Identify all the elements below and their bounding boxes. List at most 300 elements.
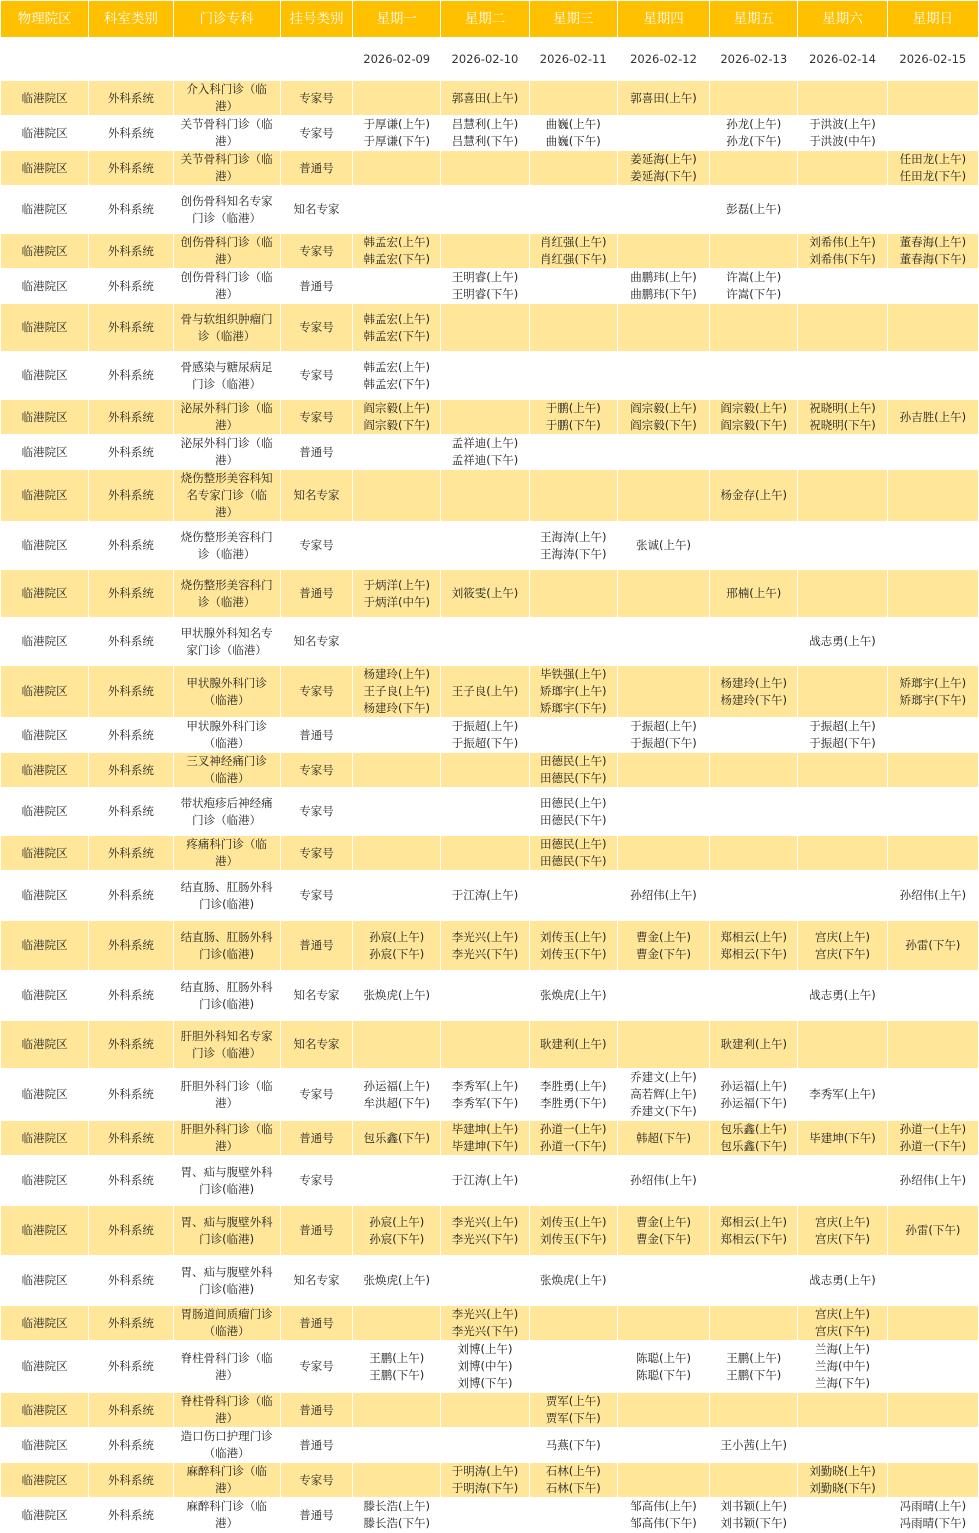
table-row: [1, 1156, 979, 1206]
reg-type-cell: 专家号: [280, 234, 352, 269]
schedule-cell: [617, 1156, 709, 1206]
doctor-slot[interactable]: 贾军(下午): [545, 1411, 601, 1425]
doctor-slot[interactable]: 孙道一(下午): [899, 1139, 967, 1153]
doctor-slot[interactable]: 滕长浩(下午): [363, 1516, 430, 1530]
clinic-cell: [173, 1121, 280, 1156]
doctor-slot[interactable]: 刘博(上午): [457, 1342, 513, 1356]
doctor-slot[interactable]: 孙雷(下午): [905, 1223, 961, 1237]
schedule-cell: [798, 304, 887, 352]
doctor-slot[interactable]: 刘书颖(下午): [720, 1516, 788, 1530]
schedule-cell: [887, 186, 978, 234]
reg-type-cell: 专家号: [280, 400, 352, 435]
doctor-slot[interactable]: 战志勇(上午): [809, 988, 876, 1002]
doctor-slot[interactable]: 李胜勇(下午): [539, 1095, 607, 1110]
doctor-slot[interactable]: 阎宗毅(上午): [630, 401, 697, 415]
doctor-slot[interactable]: 郭喜田(上午): [451, 90, 519, 105]
date-cell: 2026-02-12: [617, 38, 709, 81]
doctor-slot[interactable]: 刘书颖(上午): [720, 1499, 788, 1513]
doctor-slot[interactable]: 刘传玉(下午): [539, 1231, 607, 1246]
doctor-slot[interactable]: 于振超(上午): [630, 719, 697, 733]
schedule-cell: [529, 1069, 617, 1121]
schedule-cell: [441, 186, 529, 234]
doctor-slot[interactable]: 刘博(下午): [457, 1376, 513, 1390]
header-row: [1, 1, 979, 38]
schedule-cell: [353, 1393, 441, 1428]
doctor-slot[interactable]: 冯雨晴(上午): [899, 1499, 967, 1513]
doctor-slot[interactable]: 阎宗毅(下午): [630, 418, 697, 432]
schedule-cell: [617, 186, 709, 234]
doctor-slot[interactable]: 王海涛(下午): [539, 546, 607, 561]
date-cell: 2026-02-11: [529, 38, 617, 81]
schedule-cell: [441, 1306, 529, 1341]
doctor-slot[interactable]: 阎宗毅(上午): [720, 401, 788, 415]
category-cell: 外科系统: [89, 151, 173, 186]
schedule-cell: [798, 1256, 887, 1306]
doctor-slot[interactable]: 李胜勇(上午): [539, 1078, 607, 1093]
doctor-slot[interactable]: 董春海(上午): [899, 235, 967, 249]
doctor-slot[interactable]: 刘筱雯(上午): [451, 586, 519, 600]
doctor-slot[interactable]: 张焕虎(上午): [363, 1273, 430, 1287]
doctor-slot[interactable]: 张焕虎(上午): [539, 1273, 607, 1287]
doctor-slot[interactable]: 于鹏(上午): [545, 401, 601, 415]
schedule-cell: [710, 1156, 798, 1206]
doctor-slot[interactable]: 阎宗毅(下午): [720, 418, 788, 432]
schedule-cell: [441, 435, 529, 470]
doctor-slot[interactable]: 吕慧利(上午): [451, 117, 519, 131]
doctor-slot[interactable]: 邹高伟(下午): [630, 1516, 697, 1530]
schedule-cell: [887, 400, 978, 435]
doctor-slot[interactable]: 李秀军(上午): [451, 1078, 519, 1093]
schedule-cell: [617, 234, 709, 269]
doctor-slot[interactable]: 战志勇(上午): [809, 634, 876, 648]
doctor-slot[interactable]: 宫庆(下午): [815, 946, 871, 961]
doctor-slot[interactable]: 于明涛(下午): [451, 1481, 519, 1495]
doctor-slot[interactable]: 刘传玉(下午): [539, 946, 607, 961]
doctor-slot[interactable]: 孙道一(上午): [539, 1122, 607, 1136]
doctor-slot[interactable]: 滕长浩(上午): [363, 1499, 430, 1513]
campus-cell: 临港院区: [1, 400, 89, 435]
doctor-slot[interactable]: 战志勇(上午): [809, 1273, 876, 1287]
doctor-slot[interactable]: 于振超(下午): [630, 736, 697, 750]
schedule-cell: [617, 1256, 709, 1306]
doctor-slot[interactable]: 祝晓明(下午): [809, 418, 876, 432]
doctor-slot[interactable]: 吕慧利(下午): [451, 134, 519, 148]
table-row: [1, 81, 979, 116]
schedule-cell: [798, 116, 887, 151]
doctor-slot[interactable]: 孙绍伟(上午): [630, 1173, 697, 1187]
doctor-slot[interactable]: 肖红强(上午): [539, 235, 607, 249]
doctor-slot[interactable]: 王鹏(下午): [369, 1367, 425, 1382]
doctor-slot[interactable]: 刘传玉(上午): [539, 929, 607, 944]
doctor-slot[interactable]: 郭喜田(上午): [630, 90, 697, 105]
doctor-slot[interactable]: 田德民(上午): [539, 754, 607, 768]
doctor-slot[interactable]: 孙运福(上午): [363, 1078, 430, 1093]
doctor-slot[interactable]: 于洪波(上午): [809, 117, 876, 131]
doctor-slot[interactable]: 姜延海(上午): [630, 152, 697, 166]
column-header-sat: 星期六: [798, 1, 887, 38]
doctor-slot[interactable]: 孙宸(上午): [369, 1214, 425, 1229]
schedule-cell: [798, 788, 887, 836]
date-cell: 2026-02-09: [353, 38, 441, 81]
category-cell: 外科系统: [89, 718, 173, 753]
table-row: [1, 435, 979, 470]
clinic-cell: [173, 570, 280, 618]
doctor-slot[interactable]: 兰海(中午): [815, 1359, 871, 1373]
schedule-cell: [710, 836, 798, 871]
schedule-cell: [617, 753, 709, 788]
clinic-cell-text: 肝胆外科门诊（临港）: [180, 1122, 273, 1153]
doctor-slot[interactable]: 韩孟宏(上午): [363, 235, 430, 249]
doctor-slot[interactable]: 刘传玉(上午): [539, 1214, 607, 1229]
doctor-slot[interactable]: 王鹏(上午): [726, 1350, 782, 1365]
doctor-slot[interactable]: 孙绍伟(上午): [630, 888, 697, 902]
schedule-cell: [887, 618, 978, 666]
schedule-cell: [617, 1393, 709, 1428]
clinic-cell: [173, 81, 280, 116]
schedule-cell: [441, 666, 529, 718]
clinic-cell-text: 骨感染与糖尿病足门诊（临港）: [180, 359, 273, 391]
doctor-slot[interactable]: 刘博(中午): [457, 1359, 513, 1373]
schedule-cell: [798, 570, 887, 618]
doctor-slot[interactable]: 曹金(下午): [636, 1231, 691, 1246]
doctor-slot[interactable]: 于厚谦(上午): [363, 117, 430, 131]
doctor-slot[interactable]: 韩超(下午): [636, 1130, 691, 1145]
category-cell: 外科系统: [89, 1428, 173, 1463]
doctor-slot[interactable]: 韩孟宏(下午): [363, 376, 430, 391]
doctor-slot[interactable]: 矫瑯宇(下午): [539, 701, 607, 715]
doctor-slot[interactable]: 邹高伟(上午): [630, 1499, 697, 1513]
doctor-slot[interactable]: 韩孟宏(下午): [363, 328, 430, 343]
doctor-slot[interactable]: 孙道一(下午): [539, 1139, 607, 1153]
schedule-cell: [710, 186, 798, 234]
doctor-slot[interactable]: 祝晓明(上午): [809, 401, 876, 415]
doctor-slot[interactable]: 孙运福(下午): [720, 1095, 788, 1110]
doctor-slot[interactable]: 宫庆(上午): [815, 1214, 871, 1229]
schedule-cell: [617, 1121, 709, 1156]
clinic-cell-text: 烧伤整形美容科门诊（临港）: [180, 577, 273, 609]
doctor-slot[interactable]: 郑相云(下午): [720, 946, 788, 961]
category-cell: 外科系统: [89, 186, 173, 234]
campus-cell: 临港院区: [1, 1206, 89, 1256]
campus-cell: 临港院区: [1, 1156, 89, 1206]
clinic-cell: [173, 522, 280, 570]
doctor-slot[interactable]: 于振超(下午): [809, 736, 876, 750]
doctor-slot[interactable]: 王明睿(上午): [451, 270, 519, 284]
doctor-slot[interactable]: 于洪波(中午): [809, 134, 876, 148]
schedule-cell: [887, 151, 978, 186]
doctor-slot[interactable]: 陈聪(上午): [636, 1350, 691, 1365]
doctor-slot[interactable]: 孙雷(下午): [905, 938, 961, 952]
doctor-slot[interactable]: 董春海(下午): [899, 252, 967, 266]
schedule-cell: [529, 1341, 617, 1393]
schedule-cell: [617, 1306, 709, 1341]
schedule-cell: [529, 522, 617, 570]
doctor-slot[interactable]: 耿建利(上午): [720, 1037, 788, 1051]
schedule-cell: [887, 718, 978, 753]
doctor-slot[interactable]: 包乐鑫(下午): [363, 1130, 430, 1145]
clinic-cell: [173, 400, 280, 435]
doctor-slot[interactable]: 邢楠(上午): [726, 586, 782, 600]
doctor-slot[interactable]: 马燕(下午): [545, 1437, 601, 1452]
doctor-slot[interactable]: 杨建玲(上午): [363, 667, 430, 681]
doctor-slot[interactable]: 王鹏(下午): [726, 1367, 782, 1382]
schedule-cell: [887, 1069, 978, 1121]
doctor-slot[interactable]: 毕建坤(上午): [451, 1122, 519, 1136]
doctor-slot[interactable]: 矫瑯宇(上午): [899, 675, 967, 690]
schedule-cell: [617, 921, 709, 971]
doctor-slot[interactable]: 刘勤晓(上午): [809, 1464, 876, 1478]
schedule-cell: [887, 570, 978, 618]
doctor-slot[interactable]: 毕铁强(上午): [539, 667, 607, 681]
doctor-slot[interactable]: 刘希伟(下午): [809, 252, 876, 266]
schedule-cell: [798, 151, 887, 186]
doctor-slot[interactable]: 杨建玲(下午): [720, 692, 788, 707]
schedule-cell: [441, 1393, 529, 1428]
category-cell: 外科系统: [89, 1021, 173, 1069]
category-cell: 外科系统: [89, 666, 173, 718]
schedule-cell: [441, 871, 529, 921]
doctor-slot[interactable]: 孙龙(下午): [726, 134, 782, 148]
schedule-cell: [798, 470, 887, 522]
doctor-slot[interactable]: 曲鹏玮(下午): [630, 287, 697, 301]
clinic-cell: [173, 1306, 280, 1341]
doctor-slot[interactable]: 李光兴(下午): [451, 946, 519, 961]
schedule-cell: [529, 470, 617, 522]
schedule-cell: [441, 1256, 529, 1306]
reg-type-cell: 知名专家: [280, 1256, 352, 1306]
reg-type-cell: 普通号: [280, 921, 352, 971]
doctor-slot[interactable]: 李光兴(上午): [451, 929, 519, 944]
doctor-slot[interactable]: 孟祥迪(下午): [451, 453, 519, 467]
doctor-slot[interactable]: 韩孟宏(上午): [363, 311, 430, 326]
schedule-cell: [529, 400, 617, 435]
doctor-slot[interactable]: 于鹏(下午): [545, 418, 601, 432]
doctor-slot[interactable]: 王小茜(上午): [720, 1437, 788, 1452]
schedule-cell: [529, 269, 617, 304]
doctor-slot[interactable]: 郑相云(上午): [720, 929, 788, 944]
doctor-slot[interactable]: 田德民(下午): [539, 812, 607, 827]
doctor-slot[interactable]: 于江涛(上午): [451, 1173, 519, 1187]
doctor-slot[interactable]: 陈聪(下午): [636, 1367, 691, 1382]
doctor-slot[interactable]: 于炳洋(中午): [363, 594, 430, 609]
doctor-slot[interactable]: 田德民(下午): [539, 771, 607, 785]
doctor-slot[interactable]: 张诚(上午): [636, 538, 691, 552]
doctor-slot[interactable]: 兰海(上午): [815, 1342, 871, 1356]
doctor-slot[interactable]: 李秀军(上午): [809, 1087, 876, 1101]
clinic-cell-text: 结直肠、肛肠外科门诊(临港): [180, 929, 273, 961]
schedule-cell: [710, 1206, 798, 1256]
schedule-cell: [710, 1498, 798, 1533]
schedule-cell: [353, 1069, 441, 1121]
doctor-slot[interactable]: 李光兴(下午): [451, 1231, 519, 1246]
doctor-slot[interactable]: 乔建文(上午): [630, 1070, 697, 1084]
doctor-slot[interactable]: 贾军(上午): [545, 1394, 601, 1408]
doctor-slot[interactable]: 阎宗毅(下午): [363, 418, 430, 432]
table-row: [1, 186, 979, 234]
doctor-slot[interactable]: 彭磊(上午): [726, 202, 782, 216]
clinic-cell-text: 泌尿外科门诊（临港）: [180, 436, 273, 467]
doctor-slot[interactable]: 郑相云(上午): [720, 1214, 788, 1229]
table-row: [1, 400, 979, 435]
doctor-slot[interactable]: 孟祥迪(上午): [451, 436, 519, 450]
doctor-slot[interactable]: 孙道一(上午): [899, 1122, 967, 1136]
schedule-cell: [353, 1156, 441, 1206]
doctor-slot[interactable]: 宫庆(上午): [815, 929, 871, 944]
schedule-cell: [617, 1069, 709, 1121]
doctor-slot[interactable]: 孙运福(上午): [720, 1078, 788, 1093]
campus-cell: 临港院区: [1, 151, 89, 186]
campus-cell: 临港院区: [1, 1021, 89, 1069]
campus-cell: 临港院区: [1, 921, 89, 971]
doctor-slot[interactable]: 田德民(上午): [539, 837, 607, 851]
schedule-cell: [798, 1156, 887, 1206]
schedule-cell: [887, 1463, 978, 1498]
campus-cell: 临港院区: [1, 666, 89, 718]
schedule-cell: [710, 1463, 798, 1498]
reg-type-cell: 普通号: [280, 1393, 352, 1428]
clinic-cell: [173, 921, 280, 971]
doctor-slot[interactable]: 王子良(上午): [451, 684, 519, 698]
doctor-slot[interactable]: 石林(下午): [545, 1481, 601, 1495]
doctor-slot[interactable]: 阎宗毅(上午): [363, 401, 430, 415]
doctor-slot[interactable]: 张焕虎(上午): [539, 988, 607, 1002]
doctor-slot[interactable]: 郑相云(下午): [720, 1231, 788, 1246]
doctor-slot[interactable]: 曹金(上午): [636, 929, 691, 944]
table-row: [1, 718, 979, 753]
doctor-slot[interactable]: 王鹏(上午): [369, 1350, 425, 1365]
doctor-slot[interactable]: 曲鹏玮(上午): [630, 270, 697, 284]
doctor-slot[interactable]: 于明涛(上午): [451, 1464, 519, 1478]
doctor-slot[interactable]: 宫庆(上午): [815, 1307, 871, 1321]
doctor-slot[interactable]: 矫瑯宇(下午): [899, 692, 967, 707]
date-cell: [1, 38, 89, 81]
doctor-slot[interactable]: 肖红强(下午): [539, 252, 607, 266]
doctor-slot[interactable]: 毕建坤(下午): [451, 1139, 519, 1153]
doctor-slot[interactable]: 曲巍(上午): [545, 117, 601, 131]
table-row: [1, 1256, 979, 1306]
campus-cell: 临港院区: [1, 1069, 89, 1121]
clinic-cell-text: 烧伤整形美容科门诊（临港）: [180, 529, 273, 561]
doctor-slot[interactable]: 姜延海(下午): [630, 169, 697, 183]
schedule-cell: [617, 1206, 709, 1256]
clinic-cell: [173, 1021, 280, 1069]
doctor-slot[interactable]: 耿建利(上午): [539, 1037, 607, 1051]
doctor-slot[interactable]: 王海涛(上午): [539, 529, 607, 544]
doctor-slot[interactable]: 许嵩(下午): [726, 287, 782, 301]
doctor-slot[interactable]: 韩孟宏(上午): [363, 359, 430, 374]
schedule-cell: [887, 1206, 978, 1256]
column-header-mon: 星期一: [353, 1, 441, 38]
doctor-slot[interactable]: 李光兴(上午): [451, 1214, 519, 1229]
doctor-slot[interactable]: 孙吉胜(上午): [899, 409, 967, 424]
date-cell: 2026-02-14: [798, 38, 887, 81]
doctor-slot[interactable]: 孙宸(下午): [369, 1231, 425, 1246]
doctor-slot[interactable]: 牟洪超(下午): [363, 1095, 430, 1110]
schedule-cell: [529, 1121, 617, 1156]
table-row: [1, 1498, 979, 1533]
doctor-slot[interactable]: 于振超(上午): [451, 719, 519, 733]
doctor-slot[interactable]: 韩孟宏(下午): [363, 252, 430, 266]
reg-type-cell: 专家号: [280, 1069, 352, 1121]
doctor-slot[interactable]: 孙绍伟(上午): [899, 1173, 967, 1187]
doctor-slot[interactable]: 杨金存(上午): [720, 488, 788, 502]
doctor-slot[interactable]: 曲巍(下午): [545, 134, 601, 148]
doctor-slot[interactable]: 宫庆(下午): [815, 1231, 871, 1246]
doctor-slot[interactable]: 李秀军(下午): [451, 1095, 519, 1110]
table-row: [1, 788, 979, 836]
doctor-slot[interactable]: 包乐鑫(上午): [720, 1122, 788, 1136]
doctor-slot[interactable]: 于厚谦(下午): [363, 134, 430, 148]
doctor-slot[interactable]: 毕建坤(下午): [809, 1130, 876, 1145]
schedule-cell: [798, 1069, 887, 1121]
column-header-reg-type: 挂号类别: [280, 1, 352, 38]
doctor-slot[interactable]: 许嵩(上午): [726, 270, 782, 284]
clinic-cell: [173, 151, 280, 186]
reg-type-cell: 专家号: [280, 116, 352, 151]
doctor-slot[interactable]: 矫瑯宇(上午): [539, 684, 607, 698]
doctor-slot[interactable]: 乔建文(下午): [630, 1104, 697, 1118]
schedule-cell: [710, 1306, 798, 1341]
doctor-slot[interactable]: 孙宸(上午): [369, 929, 425, 944]
doctor-slot[interactable]: 于江涛(上午): [451, 888, 519, 902]
clinic-cell-text: 胃、疝与腹壁外科门诊(临港): [180, 1164, 273, 1196]
schedule-cell: [798, 522, 887, 570]
doctor-slot[interactable]: 曹金(上午): [636, 1214, 691, 1229]
category-cell: 外科系统: [89, 304, 173, 352]
reg-type-cell: 普通号: [280, 269, 352, 304]
doctor-slot[interactable]: 高若辉(上午): [630, 1087, 697, 1101]
doctor-slot[interactable]: 任田龙(上午): [899, 152, 967, 166]
doctor-slot[interactable]: 曹金(下午): [636, 946, 691, 961]
doctor-slot[interactable]: 王子良(上午): [363, 684, 430, 698]
table-row: [1, 1393, 979, 1428]
doctor-slot[interactable]: 王明睿(下午): [451, 287, 519, 301]
doctor-slot[interactable]: 孙龙(上午): [726, 117, 782, 131]
doctor-slot[interactable]: 李光兴(上午): [451, 1307, 519, 1321]
schedule-cell: [353, 186, 441, 234]
doctor-slot[interactable]: 张焕虎(上午): [363, 988, 430, 1002]
doctor-slot[interactable]: 李光兴(下午): [451, 1324, 519, 1338]
reg-type-cell: 专家号: [280, 522, 352, 570]
doctor-slot[interactable]: 于炳洋(上午): [363, 577, 430, 592]
reg-type-cell: 普通号: [280, 435, 352, 470]
doctor-slot[interactable]: 杨建玲(上午): [720, 675, 788, 690]
doctor-slot[interactable]: 于振超(上午): [809, 719, 876, 733]
doctor-slot[interactable]: 孙宸(下午): [369, 946, 425, 961]
doctor-slot[interactable]: 冯雨晴(下午): [899, 1516, 967, 1530]
doctor-slot[interactable]: 于振超(下午): [451, 736, 519, 750]
doctor-slot[interactable]: 任田龙(下午): [899, 169, 967, 183]
schedule-cell: [617, 352, 709, 400]
schedule-cell: [441, 1498, 529, 1533]
schedule-cell: [353, 618, 441, 666]
schedule-cell: [887, 1428, 978, 1463]
doctor-slot[interactable]: 刘勤晓(下午): [809, 1481, 876, 1495]
campus-cell: 临港院区: [1, 1393, 89, 1428]
doctor-slot[interactable]: 兰海(下午): [815, 1376, 871, 1390]
doctor-slot[interactable]: 杨建玲(下午): [363, 701, 430, 715]
doctor-slot[interactable]: 田德民(上午): [539, 795, 607, 810]
schedule-cell: [529, 1206, 617, 1256]
doctor-slot[interactable]: 刘希伟(上午): [809, 235, 876, 249]
doctor-slot[interactable]: 宫庆(下午): [815, 1324, 871, 1338]
doctor-slot[interactable]: 孙绍伟(上午): [899, 888, 967, 902]
schedule-cell: [617, 470, 709, 522]
doctor-slot[interactable]: 包乐鑫(下午): [720, 1139, 788, 1153]
doctor-slot[interactable]: 田德民(下午): [539, 854, 607, 868]
schedule-cell: [710, 522, 798, 570]
doctor-slot[interactable]: 石林(上午): [545, 1464, 601, 1478]
